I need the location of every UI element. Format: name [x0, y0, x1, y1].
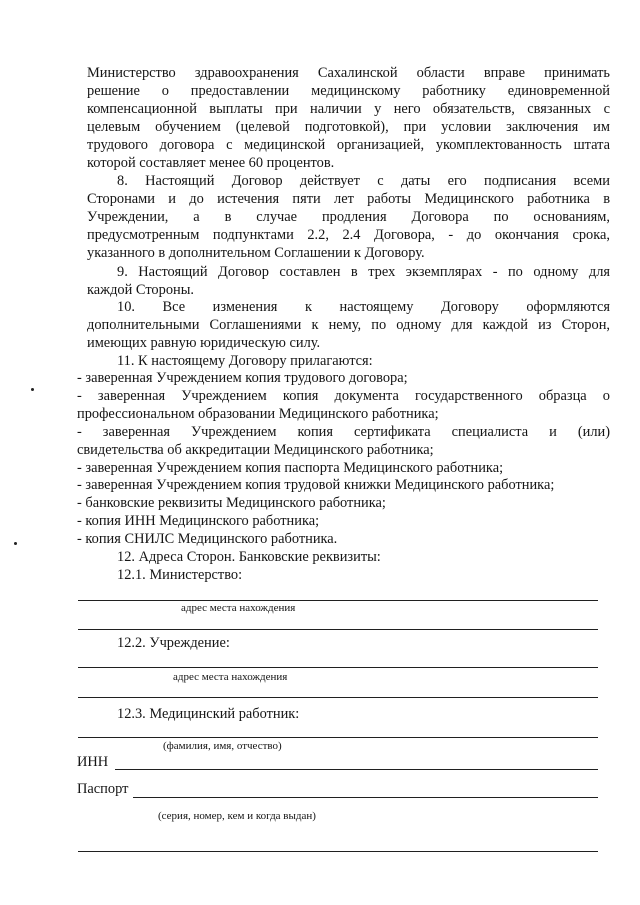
- list-item: профессиональном образовании Медицинского работника;: [77, 405, 439, 422]
- medical-worker-fill-line: [78, 737, 598, 738]
- passport-extra-line: [78, 851, 598, 852]
- institution-address-line: [78, 697, 598, 698]
- passport-label: Паспорт: [77, 781, 129, 797]
- text-line: трудового договора с медицинской организацией, укомплектованность штата: [87, 136, 610, 153]
- clause-11-list: [77, 370, 610, 549]
- text-line: Министерство здравоохранения Сахалинской области вправе принимать: [87, 65, 610, 81]
- ministry-address-line: [78, 629, 598, 630]
- text-line: 10. Все изменения к настоящему Договору оформляются: [117, 299, 610, 315]
- clause-8: [87, 173, 610, 263]
- ministry-label: 12.1. Министерство:: [117, 567, 243, 583]
- inn-fill-line: [115, 769, 598, 770]
- text-line: компенсационной выплаты при наличии у него обязательств, связанных с: [87, 100, 610, 117]
- list-item: свидетельства об аккредитации Медицинского работника;: [77, 441, 434, 458]
- scan-mark: [31, 388, 34, 391]
- institution-label: 12.2. Учреждение:: [117, 635, 230, 651]
- text-line: 8. Настоящий Договор действует с даты его подписания всеми: [117, 173, 610, 189]
- list-item: - копия ИНН Медицинского работника;: [77, 513, 320, 530]
- list-item: - заверенная Учреждением копия трудовой книжки Медицинского работника;: [77, 477, 555, 494]
- clause-9: [87, 264, 610, 300]
- text-line: указанного в дополнительном Соглашении к Договору.: [87, 244, 425, 261]
- clause-10: [87, 299, 610, 353]
- inn-label: ИНН: [77, 754, 109, 770]
- institution-address-caption: адрес места нахождения: [173, 671, 288, 683]
- text-line: каждой Стороны.: [87, 281, 194, 298]
- text-line: имеющих равную юридическую силу.: [87, 334, 321, 351]
- text-line: дополнительными Соглашениями к нему, по одному для каждой из Сторон,: [87, 316, 610, 333]
- text-line: целевым обучением (целевой подготовкой), при условии заключения им: [87, 118, 610, 135]
- list-item: - копия СНИЛС Медицинского работника.: [77, 531, 338, 548]
- text-line: Сторонами и до истечения пяти лет работы Медицинского работника в: [87, 190, 610, 207]
- passport-fill-line: [133, 797, 598, 798]
- name-caption: (фамилия, имя, отчество): [163, 740, 282, 752]
- clause-12-title: 12. Адреса Сторон. Банковские реквизиты:: [117, 549, 381, 565]
- list-item: - банковские реквизиты Медицинского работника;: [77, 495, 386, 512]
- text-line: 9. Настоящий Договор составлен в трех экземплярах - по одному для: [117, 264, 610, 280]
- list-item: - заверенная Учреждением копия сертификата специалиста и (или): [77, 423, 610, 440]
- ministry-address-caption: адрес места нахождения: [181, 602, 296, 614]
- text-line: которой составляет менее 60 процентов.: [87, 154, 335, 171]
- medical-worker-label: 12.3. Медицинский работник:: [117, 706, 300, 722]
- list-item: - заверенная Учреждением копия трудового договора;: [77, 370, 408, 386]
- list-item: - заверенная Учреждением копия паспорта Медицинского работника;: [77, 459, 504, 476]
- clause-11-title: 11. К настоящему Договору прилагаются:: [117, 353, 373, 369]
- ministry-fill-line: [78, 600, 598, 601]
- paragraph-intro: [87, 65, 610, 172]
- text-line: решение о предоставлении медицинскому работнику единовременной: [87, 82, 610, 99]
- scan-mark: [14, 542, 17, 545]
- text-line: предусмотренным подпунктами 2.2, 2.4 Договора, - до окончания срока,: [87, 226, 610, 243]
- institution-fill-line: [78, 667, 598, 668]
- passport-caption: (серия, номер, кем и когда выдан): [158, 810, 316, 822]
- text-line: Учреждении, а в случае продления Договора по основаниям,: [87, 208, 610, 225]
- list-item: - заверенная Учреждением копия документа государственного образца о: [77, 387, 610, 404]
